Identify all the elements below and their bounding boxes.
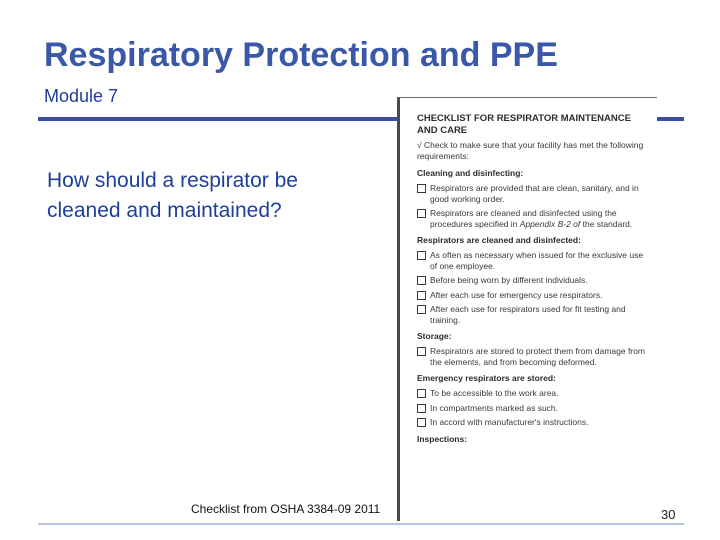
footer-divider (38, 523, 684, 525)
checklist-sections (417, 168, 649, 445)
question-text: How should a respirator be cleaned and maintained? (47, 169, 298, 222)
checklist-item-emphasis: Appendix B-2 of (519, 218, 581, 229)
checklist-item-text: Respirators are cleaned and disinfected using the procedures specified in Appendix B-2 of the standard. (430, 208, 633, 229)
checklist-heading: CHECKLIST FOR RESPIRATOR MAINTENANCE AND CARE (417, 113, 631, 136)
checklist-section-title: Emergency respirators are stored: (417, 373, 556, 383)
checkbox-icon (417, 418, 426, 427)
checkbox-icon (417, 276, 426, 285)
checklist-section-title: Storage: (417, 331, 452, 341)
checklist-item-text: As often as necessary when issued for the exclusive use of one employee. (430, 250, 644, 271)
checklist-item-text: After each use for emergency use respirators. (430, 289, 603, 300)
checkbox-icon (417, 209, 426, 218)
checklist-item (417, 417, 649, 428)
checkbox-icon (417, 389, 426, 398)
checklist-item-text: In compartments marked as such. (430, 402, 559, 413)
checkbox-icon (417, 251, 426, 260)
checkbox-icon (417, 184, 426, 193)
checkbox-icon (417, 305, 426, 314)
checkbox-icon (417, 291, 426, 300)
page-number: 30 (661, 507, 676, 522)
checklist-image (397, 97, 657, 521)
checkbox-icon (417, 404, 426, 413)
checklist-item (417, 250, 649, 271)
slide-title: Respiratory Protection and PPE (44, 36, 558, 74)
checklist-item (417, 208, 649, 229)
checklist-item (417, 388, 649, 399)
checklist-item (417, 290, 649, 301)
checklist-item (417, 346, 649, 367)
checklist-item-text: Respirators are stored to protect them from damage from the elements, and from becoming deformed. (430, 346, 645, 367)
checklist-section-title: Respirators are cleaned and disinfected: (417, 235, 581, 245)
image-caption: Checklist from OSHA 3384-09 2011 (191, 502, 381, 516)
checklist-item (417, 304, 649, 325)
checklist-section-title: Cleaning and disinfecting: (417, 168, 524, 178)
checkbox-icon (417, 347, 426, 356)
checklist-item (417, 183, 649, 204)
slide-subtitle: Module 7 (44, 86, 119, 106)
checklist-item-text: To be accessible to the work area. (430, 388, 559, 398)
checklist-content (417, 113, 649, 445)
checklist-intro: √ Check to make sure that your facility has met the following requirements: (417, 140, 644, 161)
checklist-item-text: After each use for respirators used for fit testing and training. (430, 304, 626, 325)
checklist-section-title: Inspections: (417, 433, 468, 444)
checklist-item-text: Before being worn by different individuals. (430, 275, 588, 285)
checklist-item-text: In accord with manufacturer's instructions. (430, 417, 589, 427)
checklist-item (417, 403, 649, 414)
checklist-item-text: Respirators are provided that are clean, sanitary, and in good working order. (430, 183, 639, 204)
checklist-item (417, 275, 649, 286)
